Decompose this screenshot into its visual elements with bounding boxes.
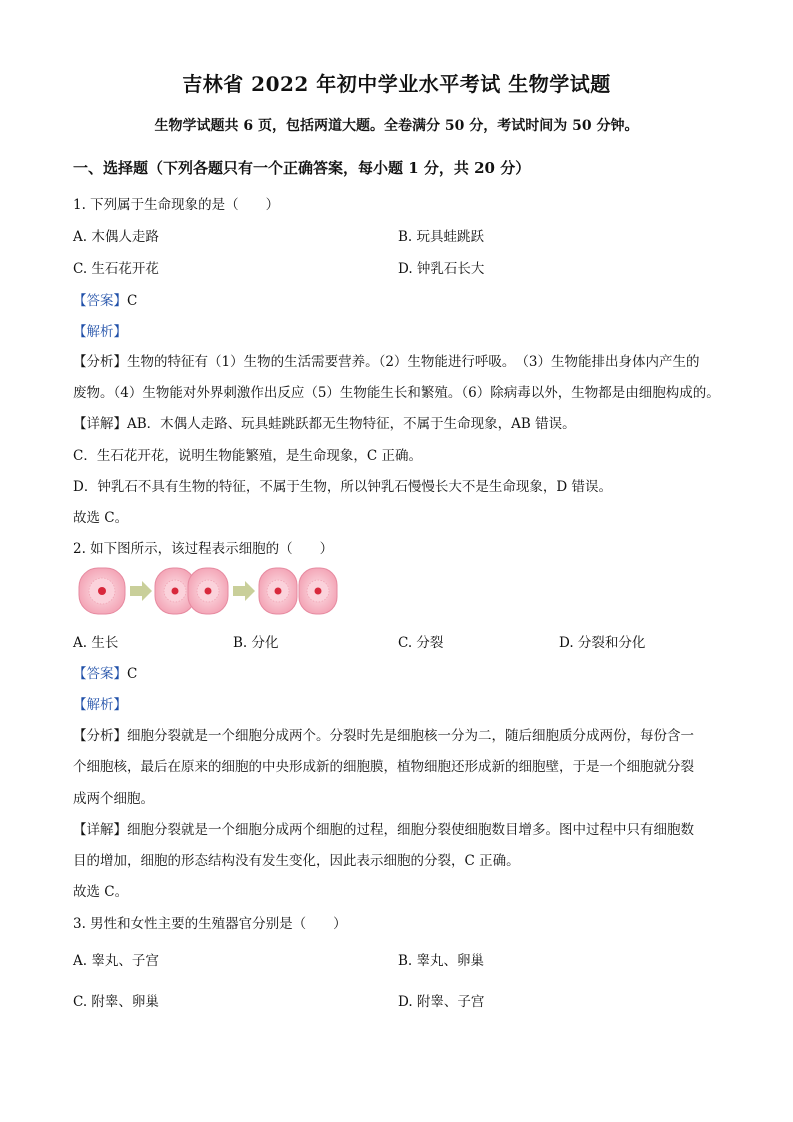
analysis-text: 细胞分裂就是一个细胞分成两个。分裂时先是细胞核一分为二，随后细胞质分成两份，每份含一 [127, 728, 694, 744]
answer-value: C [127, 666, 138, 682]
q2-analysis-line-3: 成两个细胞。 [73, 791, 154, 807]
analysis-tag: 【分析】 [73, 728, 127, 744]
q1-detail [73, 412, 576, 432]
q3-stem: 3. 男性和女性主要的生殖器官分别是（ ） [73, 916, 347, 932]
page-title: 吉林省 2022 年初中学业水平考试 生物学试题 [182, 72, 611, 96]
q1-answer [73, 289, 137, 309]
analysis-text: 生物的特征有（1）生物的生活需要营养。（2）生物能进行呼吸。 （3）生物能排出身体内产生的 [127, 354, 700, 370]
answer-tag: 【答案】 [73, 666, 127, 682]
q1-option-b: B. 玩具蛙跳跃 [398, 229, 485, 245]
answer-value: C [127, 293, 138, 309]
q1-option-d: D. 钟乳石长大 [398, 261, 485, 277]
detail-text: AB．木偶人走路、玩具蛙跳跃都无生物特征，不属于生命现象，AB 错误。 [127, 416, 576, 432]
explain-tag: 【解析】 [73, 324, 127, 340]
q1-conclusion: 故选 C。 [73, 510, 129, 526]
q2-stem: 2. 如下图所示，该过程表示细胞的（ ） [73, 541, 334, 557]
q1-analysis-line-2: 废物。（4）生物能对外界刺激作出反应（5）生物能生长和繁殖。（6）除病毒以外，生物都是由细胞构成的。 [73, 385, 720, 401]
q1-option-a: A. 木偶人走路 [73, 229, 159, 245]
arrow-1-icon [130, 581, 152, 601]
q3-option-a: A. 睾丸、子宫 [73, 953, 159, 969]
single-cell [79, 568, 125, 614]
q2-option-a: A. 生长 [73, 635, 119, 651]
daughter-cells [259, 568, 337, 614]
q1-option-c: C. 生石花开花 [73, 261, 159, 277]
detail-tag: 【详解】 [73, 822, 127, 838]
cell-division-figure [78, 566, 340, 616]
q1-detail-line-d: D．钟乳石不具有生物的特征，不属于生物，所以钟乳石慢慢长大不是生命现象，D 错误。 [73, 479, 612, 495]
section-heading: 一、选择题（下列各题只有一个正确答案，每小题 1 分，共 20 分） [73, 159, 531, 177]
explain-tag: 【解析】 [73, 697, 127, 713]
q1-stem: 1. 下列属于生命现象的是（ ） [73, 197, 280, 213]
q2-option-c: C. 分裂 [398, 635, 444, 651]
q1-explain [73, 320, 127, 340]
q2-analysis-line-1 [73, 724, 694, 744]
q2-answer [73, 662, 137, 682]
q1-detail-line-c: C．生石花开花，说明生物能繁殖，是生命现象，C 正确。 [73, 448, 422, 464]
q2-detail-line-1 [73, 818, 694, 838]
q3-option-b: B. 睾丸、卵巢 [398, 953, 485, 969]
q1-analysis-line-1 [73, 350, 700, 370]
q2-explain [73, 693, 127, 713]
arrow-2-icon [233, 581, 255, 601]
q2-option-b: B. 分化 [233, 635, 279, 651]
detail-text: 细胞分裂就是一个细胞分成两个细胞的过程，细胞分裂使细胞数目增多。图中过程中只有细胞数 [127, 822, 694, 838]
answer-tag: 【答案】 [73, 293, 127, 309]
q2-analysis-line-2: 个细胞核，最后在原来的细胞的中央形成新的细胞膜，植物细胞还形成新的细胞壁，于是一个细胞就分裂 [73, 759, 694, 775]
detail-tag: 【详解】 [73, 416, 127, 432]
q2-option-d: D. 分裂和分化 [559, 635, 646, 651]
page-subtitle: 生物学试题共 6 页，包括两道大题。全卷满分 50 分，考试时间为 50 分钟。 [154, 118, 639, 134]
analysis-tag: 【分析】 [73, 354, 127, 370]
q2-detail-line-2: 目的增加，细胞的形态结构没有发生变化，因此表示细胞的分裂，C 正确。 [73, 853, 520, 869]
q3-option-c: C. 附睾、卵巢 [73, 994, 159, 1010]
q3-option-d: D. 附睾、子宫 [398, 994, 485, 1010]
dividing-cell [155, 568, 228, 614]
q2-conclusion: 故选 C。 [73, 884, 129, 900]
